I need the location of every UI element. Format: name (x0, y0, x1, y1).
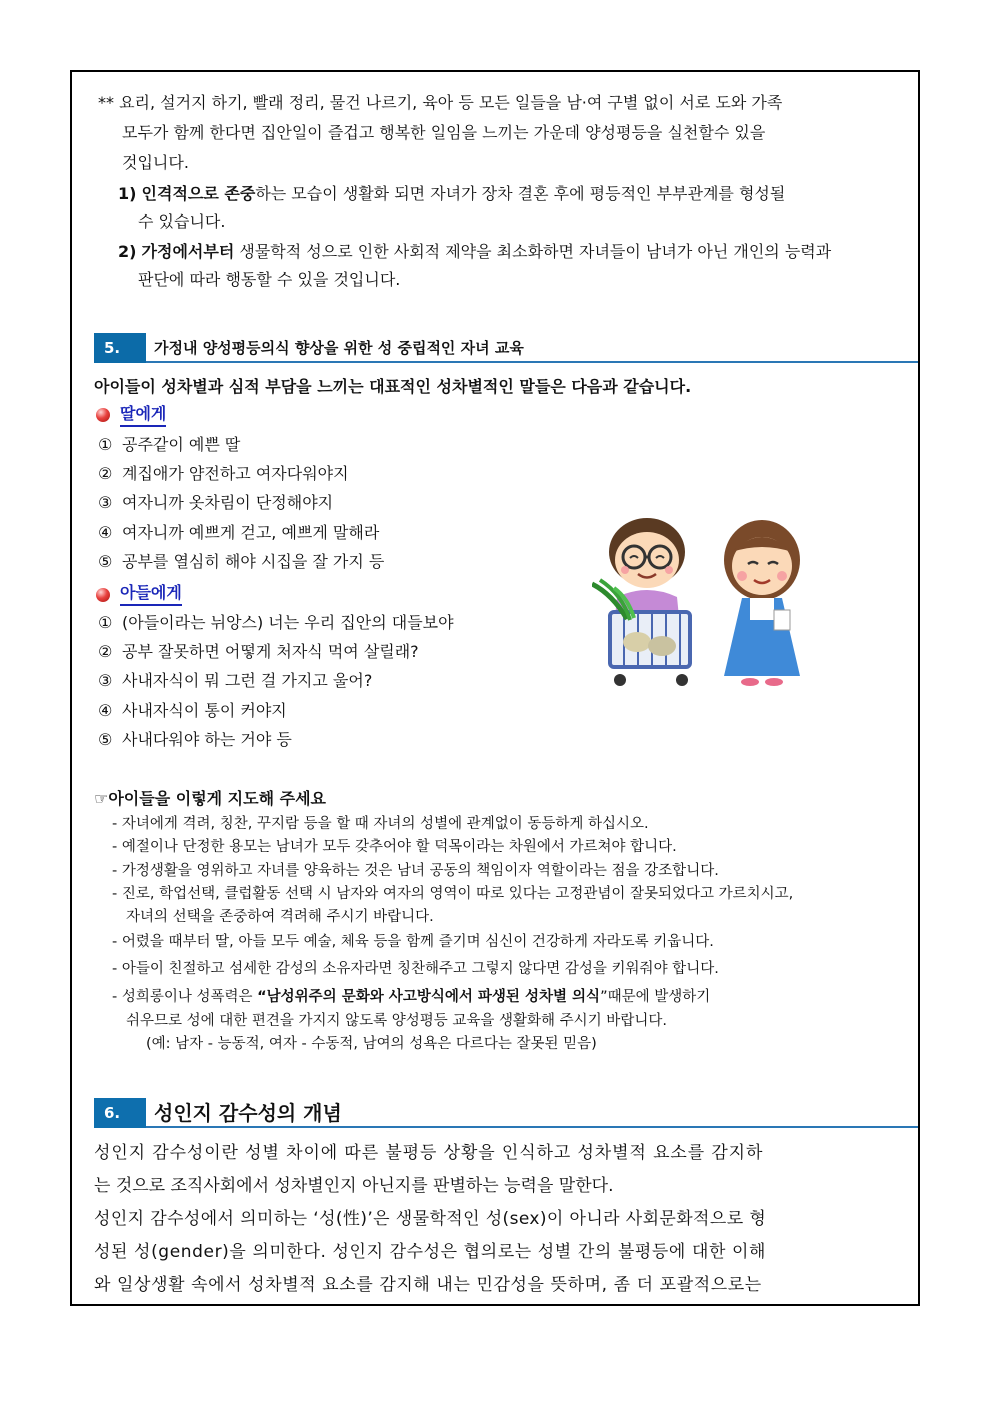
list-item: ⑤ 공부를 열심히 해야 시집을 잘 가지 등 (98, 552, 385, 571)
list-item: ③ 사내자식이 뭐 그런 걸 가지고 울어? (98, 671, 373, 690)
list-item: ④ 여자니까 예쁘게 걷고, 예쁘게 말해라 (98, 523, 380, 542)
point-text: 하는 모습이 생활화 되면 자녀가 장차 결혼 후에 평등적인 부부관계를 형성될 (255, 184, 786, 203)
bullet-ball-icon (96, 408, 110, 422)
section-6-header (94, 1098, 920, 1128)
section-6-line-2: 는 것으로 조직사회에서 성차별인지 아닌지를 판별하는 능력을 말한다. (94, 1176, 614, 1196)
section-5-number: 5. (94, 333, 146, 363)
guide-item: - 진로, 학업선택, 클럽활동 선택 시 남자와 여자의 영역이 따로 있다는 고정관념이 잘못되었다고 가르치시고, (112, 886, 794, 902)
intro-line-3: 것입니다. (122, 153, 189, 172)
section-5-header (94, 333, 920, 363)
point-text: 생물학적 성으로 인한 사회적 제약을 최소화하면 자녀들이 남녀가 아닌 개인의 능력과 (234, 242, 832, 261)
guide-item-violence-cont: 쉬우므로 성에 대한 편견을 가지지 않도록 양성평등 교육을 생활화해 주시기 바랍니다. (126, 1013, 667, 1029)
list-item: ② 계집애가 얌전하고 여자다워야지 (98, 464, 349, 483)
section-5-title: 가정내 양성평등의식 향상을 위한 성 중립적인 자녀 교육 (154, 339, 524, 357)
point-bold: 가정에서부터 (141, 242, 235, 261)
daughter-heading: 딸에게 (120, 403, 166, 427)
intro-point-2 (118, 241, 831, 263)
list-item: ③ 여자니까 옷차림이 단정해야지 (98, 493, 334, 512)
intro-line-1: ** 요리, 설거지 하기, 빨래 정리, 물건 나르기, 육아 등 모든 일들을 남·여 구별 없이 서로 도와 가족 (98, 93, 783, 112)
guide-item: - 어렸을 때부터 딸, 아들 모두 예술, 체육 등을 함께 즐기며 심신이 건강하게 자라도록 키웁니다. (112, 934, 714, 950)
guide-item: - 자녀에게 격려, 칭찬, 꾸지람 등을 할 때 자녀의 성별에 관계없이 동등하게 하십시오. (112, 816, 649, 832)
section-6-line-5: 와 일상생활 속에서 성차별적 요소를 감지해 내는 민감성을 뜻하며, 좀 더 포괄적으로는 (94, 1275, 762, 1295)
guide-item-violence: - 성희롱이나 성폭력은 “남성위주의 문화와 사고방식에서 파생된 성차별 의식”때문에 발생하기 (112, 989, 711, 1005)
guide-item-cont: 자녀의 선택을 존중하여 격려해 주시기 바랍니다. (126, 909, 434, 925)
section-6-line-1: 성인지 감수성이란 성별 차이에 따른 불평등 상황을 인식하고 성차별적 요소를 감지하 (94, 1143, 764, 1163)
section-6-line-3: 성인지 감수성에서 의미하는 ‘성(性)’은 생물학적인 성(sex)이 아니라 사회문화적으로 형 (94, 1209, 767, 1229)
point-number: 2) (118, 242, 137, 261)
section-6-title: 성인지 감수성의 개념 (154, 1101, 342, 1125)
list-item: ④ 사내자식이 통이 커야지 (98, 701, 287, 720)
intro-point-1-cont: 수 있습니다. (138, 212, 226, 231)
page-frame (70, 70, 920, 1306)
section-6-line-4: 성된 성(gender)을 의미한다. 성인지 감수성은 협의로는 성별 간의 불평등에 대한 이해 (94, 1242, 767, 1262)
guide-item: - 예절이나 단정한 용모는 남녀가 모두 갖추어야 할 덕목이라는 차원에서 가르쳐야 합니다. (112, 839, 677, 855)
guide-item: - 가정생활을 영위하고 자녀를 양육하는 것은 남녀 공동의 책임이자 역할이라는 점을 강조합니다. (112, 863, 719, 879)
point-number: 1) (118, 184, 137, 203)
guide-example: (예: 남자 - 능동적, 여자 - 수동적, 남여의 성욕은 다르다는 잘못된 믿음) (146, 1036, 597, 1052)
son-heading: 아들에게 (120, 582, 182, 606)
intro-point-2-cont: 판단에 따라 행동할 수 있을 것입니다. (138, 270, 401, 289)
section-6-rule (146, 1126, 920, 1128)
guide-heading: ☞아이들을 이렇게 지도해 주세요 (94, 789, 326, 808)
list-item: ⑤ 사내다워야 하는 거야 등 (98, 730, 292, 749)
list-item: ② 공부 잘못하면 어떻게 처자식 먹여 살릴래? (98, 642, 419, 661)
bullet-ball-icon (96, 588, 110, 602)
woman-figure (724, 520, 800, 686)
section-6-number: 6. (94, 1098, 146, 1128)
list-item: ① (아들이라는 뉘앙스) 너는 우리 집안의 대들보야 (98, 613, 454, 632)
point-bold: 인격적으로 존중 (141, 184, 256, 203)
section-5-lead: 아이들이 성차별과 심적 부담을 느끼는 대표적인 성차별적인 말들은 다음과 같습니다. (94, 377, 692, 396)
intro-line-2: 모두가 함께 한다면 집안일이 즐겁고 행복한 일임을 느끼는 가운데 양성평등을 실천할수 있을 (122, 123, 766, 142)
couple-shopping-illustration (592, 512, 812, 692)
guide-item: - 아들이 친절하고 섬세한 감성의 소유자라면 칭찬해주고 그렇지 않다면 감성을 키워줘야 합니다. (112, 961, 719, 977)
section-5-rule (146, 361, 920, 363)
intro-point-1 (118, 183, 785, 205)
list-item: ① 공주같이 예쁜 딸 (98, 435, 241, 454)
